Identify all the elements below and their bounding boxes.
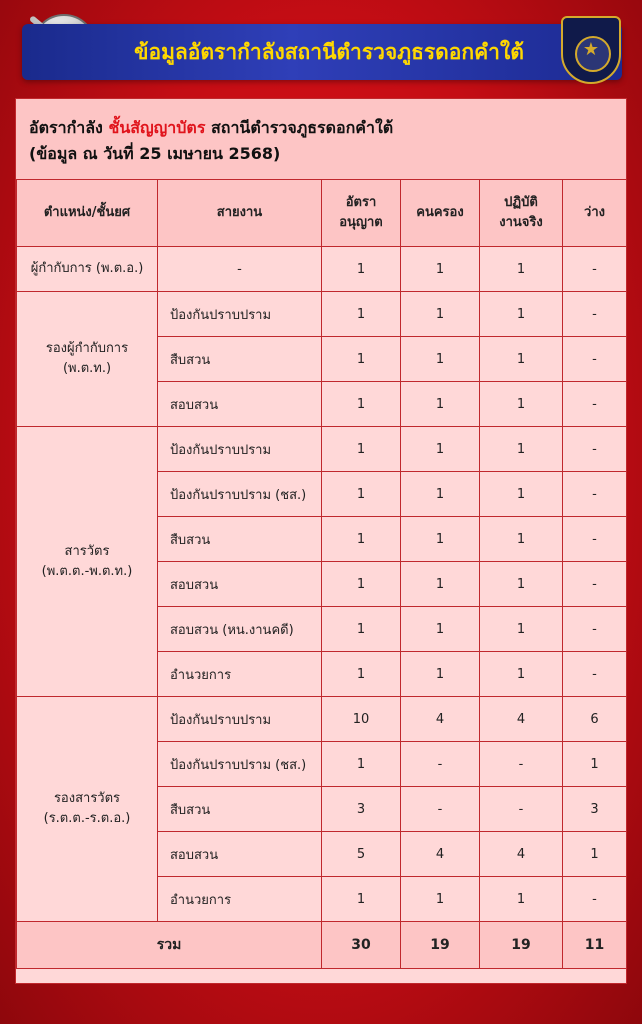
line-cell: อำนวยการ	[158, 652, 322, 697]
position-rank: (ร.ต.ต.-ร.ต.อ.)	[43, 811, 131, 826]
allowed-cell: 1	[322, 427, 401, 472]
vacant-cell: -	[563, 292, 627, 337]
total-allowed: 30	[322, 922, 401, 969]
panel-title-line	[29, 115, 626, 141]
vacant-cell: 3	[563, 787, 627, 832]
actual-cell: 1	[480, 877, 563, 922]
vacant-cell: -	[563, 427, 627, 472]
title-highlight: ชั้นสัญญาบัตร	[108, 118, 206, 137]
header-position: ตำแหน่ง/ชั้นยศ	[17, 180, 158, 247]
line-cell: ป้องกันปราบปราม	[158, 427, 322, 472]
allowed-cell: 1	[322, 337, 401, 382]
holding-cell: 1	[401, 427, 480, 472]
total-actual: 19	[480, 922, 563, 969]
header-allowed	[322, 180, 401, 247]
vacant-cell: -	[563, 247, 627, 292]
vacant-cell: -	[563, 562, 627, 607]
allowed-cell: 10	[322, 697, 401, 742]
actual-cell: 1	[480, 292, 563, 337]
header-actual-line1: ปฏิบัติ	[504, 195, 538, 210]
allowed-cell: 1	[322, 562, 401, 607]
header-banner	[22, 24, 622, 80]
allowed-cell: 5	[322, 832, 401, 877]
vacant-cell: -	[563, 337, 627, 382]
actual-cell: 1	[480, 607, 563, 652]
actual-cell: -	[480, 787, 563, 832]
line-cell: ป้องกันปราบปราม	[158, 292, 322, 337]
panel-subtitle: (ข้อมูล ณ วันที่ 25 เมษายน 2568)	[29, 144, 281, 163]
position-title: รองสารวัตร	[53, 791, 121, 806]
holding-cell: 1	[401, 247, 480, 292]
allowed-cell: 1	[322, 742, 401, 787]
total-label: รวม	[17, 922, 322, 969]
actual-cell: 1	[480, 427, 563, 472]
holding-cell: 1	[401, 652, 480, 697]
allowed-cell: 1	[322, 292, 401, 337]
position-title: รองผู้กำกับการ	[45, 341, 129, 356]
vacant-cell: 1	[563, 742, 627, 787]
position-rank: (พ.ต.ท.)	[62, 361, 112, 376]
vacant-cell: 1	[563, 832, 627, 877]
vacant-cell: -	[563, 472, 627, 517]
position-title: ผู้กำกับการ (พ.ต.อ.)	[30, 261, 144, 276]
actual-cell: 1	[480, 517, 563, 562]
police-station-badge	[561, 16, 621, 84]
allowed-cell: 1	[322, 652, 401, 697]
line-cell: สอบสวน	[158, 562, 322, 607]
header-allowed-line2: อนุญาต	[339, 215, 383, 230]
actual-cell: -	[480, 742, 563, 787]
position-cell	[17, 697, 158, 922]
line-cell: สอบสวน	[158, 832, 322, 877]
allowed-cell: 1	[322, 247, 401, 292]
vacant-cell: -	[563, 877, 627, 922]
actual-cell: 1	[480, 562, 563, 607]
line-cell: ป้องกันปราบปราม	[158, 697, 322, 742]
allowed-cell: 1	[322, 382, 401, 427]
holding-cell: -	[401, 787, 480, 832]
header-actual-line2: งานจริง	[499, 215, 543, 230]
line-cell: สืบสวน	[158, 517, 322, 562]
table-row	[17, 292, 627, 337]
table-header-row	[17, 180, 627, 247]
table-body	[17, 247, 627, 922]
manpower-table	[16, 179, 627, 969]
line-cell: ป้องกันปราบปราม (ชส.)	[158, 742, 322, 787]
panel-title	[16, 99, 626, 180]
actual-cell: 1	[480, 247, 563, 292]
title-suffix: สถานีตำรวจภูธรดอกคำใต้	[210, 118, 394, 137]
header-line: สายงาน	[158, 180, 322, 247]
vacant-cell: -	[563, 382, 627, 427]
position-title: สารวัตร	[64, 543, 110, 559]
star-icon: ★	[582, 39, 600, 60]
line-cell: ป้องกันปราบปราม (ชส.)	[158, 472, 322, 517]
total-row	[17, 922, 627, 969]
allowed-cell: 1	[322, 472, 401, 517]
table-row	[17, 427, 627, 472]
line-cell: อำนวยการ	[158, 877, 322, 922]
vacant-cell: -	[563, 652, 627, 697]
position-cell	[17, 427, 158, 697]
holding-cell: 1	[401, 517, 480, 562]
actual-cell: 1	[480, 472, 563, 517]
holding-cell: 1	[401, 472, 480, 517]
holding-cell: 4	[401, 832, 480, 877]
page-title: ข้อมูลอัตรากำลังสถานีตำรวจภูธรดอกคำใต้	[134, 40, 524, 64]
title-prefix: อัตรากำลัง	[29, 118, 103, 137]
vacant-cell: 6	[563, 697, 627, 742]
holding-cell: 1	[401, 382, 480, 427]
actual-cell: 4	[480, 832, 563, 877]
header-holding: คนครอง	[401, 180, 480, 247]
allowed-cell: 1	[322, 517, 401, 562]
holding-cell: -	[401, 742, 480, 787]
table-row	[17, 697, 627, 742]
line-cell: สอบสวน	[158, 382, 322, 427]
holding-cell: 1	[401, 877, 480, 922]
actual-cell: 4	[480, 697, 563, 742]
vacant-cell: -	[563, 607, 627, 652]
allowed-cell: 3	[322, 787, 401, 832]
header-allowed-line1: อัตรา	[345, 195, 377, 210]
vacant-cell: -	[563, 517, 627, 562]
position-rank: (พ.ต.ต.-พ.ต.ท.)	[41, 563, 133, 579]
position-cell	[17, 247, 158, 292]
holding-cell: 1	[401, 292, 480, 337]
total-vacant: 11	[563, 922, 627, 969]
line-cell: -	[158, 247, 322, 292]
line-cell: สอบสวน (หน.งานคดี)	[158, 607, 322, 652]
actual-cell: 1	[480, 652, 563, 697]
total-holding: 19	[401, 922, 480, 969]
header-vacant: ว่าง	[563, 180, 627, 247]
actual-cell: 1	[480, 337, 563, 382]
position-cell	[17, 292, 158, 427]
table-row	[17, 247, 627, 292]
allowed-cell: 1	[322, 877, 401, 922]
holding-cell: 1	[401, 562, 480, 607]
allowed-cell: 1	[322, 607, 401, 652]
holding-cell: 4	[401, 697, 480, 742]
manpower-panel	[15, 98, 627, 984]
actual-cell: 1	[480, 382, 563, 427]
header-actual	[480, 180, 563, 247]
line-cell: สืบสวน	[158, 787, 322, 832]
holding-cell: 1	[401, 607, 480, 652]
holding-cell: 1	[401, 337, 480, 382]
line-cell: สืบสวน	[158, 337, 322, 382]
